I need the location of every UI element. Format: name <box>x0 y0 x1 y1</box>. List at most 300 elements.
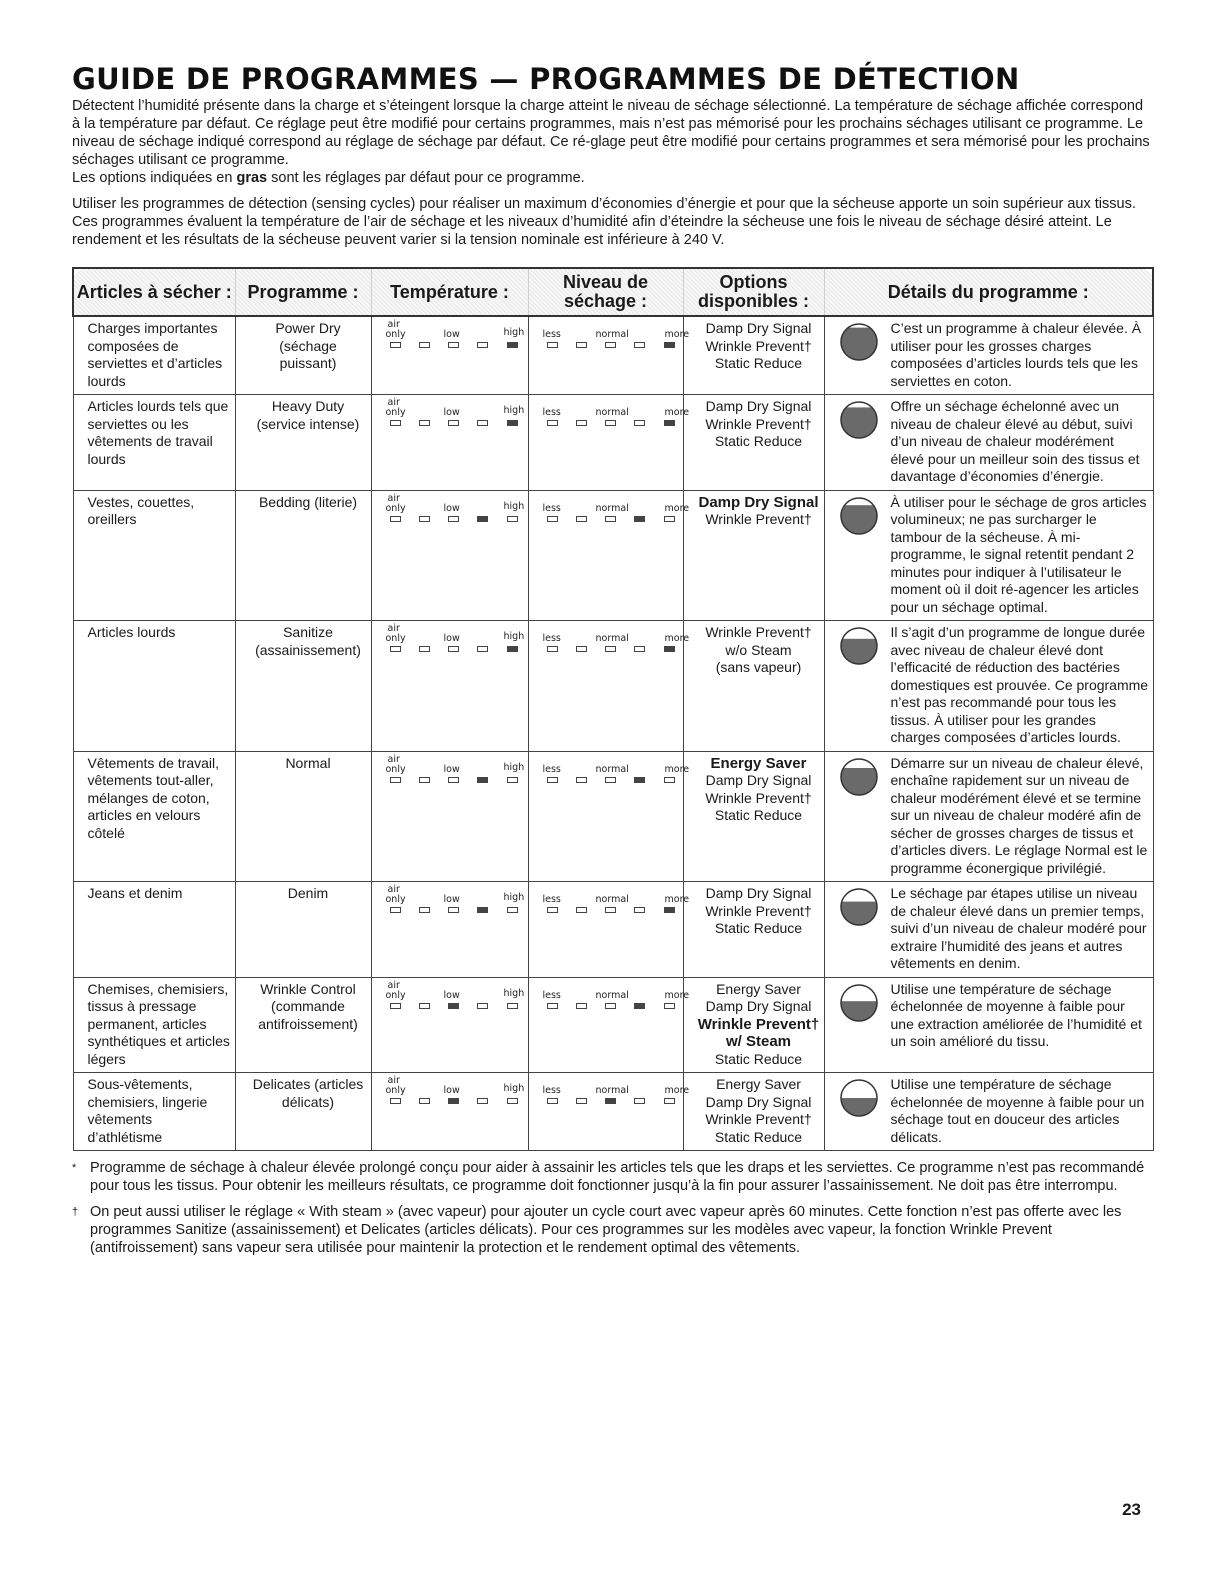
setting-indicators <box>547 907 675 913</box>
options-cell <box>683 316 824 395</box>
setting-indicator <box>576 777 587 783</box>
setting-indicator <box>547 1003 558 1009</box>
scale-label: only <box>385 502 406 514</box>
page-number: 23 <box>1122 1500 1141 1519</box>
temperature-scale <box>371 316 528 395</box>
setting-indicator <box>576 1003 587 1009</box>
setting-indicator <box>605 1003 616 1009</box>
setting-indicator <box>547 777 558 783</box>
setting-indicator-active <box>664 646 675 652</box>
articles-cell: Charges importantes composées de serviettes et d’articles lourds <box>73 316 235 395</box>
option-item: Wrinkle Prevent† <box>705 789 812 806</box>
scale-label: low <box>443 894 460 905</box>
setting-indicator <box>664 1098 675 1104</box>
option-item: Wrinkle Prevent† <box>705 337 812 354</box>
articles-cell: Jeans et denim <box>73 882 235 978</box>
header-details: Détails du programme : <box>824 268 1153 316</box>
scale-label: less <box>542 894 561 905</box>
setting-indicator <box>507 907 518 913</box>
setting-indicator-active <box>448 1003 459 1009</box>
temperature-scale <box>371 977 528 1073</box>
table-row <box>73 621 1153 752</box>
setting-indicator <box>664 777 675 783</box>
footnote <box>72 1203 1152 1257</box>
setting-indicator <box>576 420 587 426</box>
footnote-mark: * <box>72 1162 77 1174</box>
scale-label: low <box>443 1085 460 1096</box>
setting-indicators <box>547 646 675 652</box>
programme-cell: Normal <box>235 751 371 882</box>
footnote-text: Programme de séchage à chaleur élevée prolongé conçu pour aider à assainir les articles tels que les draps et les serviettes. Ce programme n’est pas recommandé pour tous les tissus. Pour obtenir les meilleurs résultats, ce programme doit fonctionner jusqu’à la fin pour assurer l’assainissement. Ne doit pas être interrompu. <box>90 1160 1145 1194</box>
details-wrap <box>839 494 1149 617</box>
scale-label: high <box>503 1083 525 1094</box>
details-text: Utilise une température de séchage échelonnée de moyenne à faible pour une extraction améliorée de l’humidité et un soin amélioré du tissu. <box>890 980 1142 1049</box>
temperature-scale <box>371 882 528 978</box>
setting-indicator-active <box>634 1003 645 1009</box>
option-item: Wrinkle Prevent† w/ Steam <box>697 1015 820 1050</box>
scale-labels <box>542 981 690 1003</box>
scale-label: normal <box>595 989 629 1001</box>
setting-indicator <box>419 516 430 522</box>
options-cell <box>683 490 824 621</box>
scale-label: more <box>664 1085 690 1096</box>
setting-indicators <box>547 420 675 426</box>
setting-indicator <box>419 1098 430 1104</box>
scale-label: only <box>385 407 406 418</box>
scale-label: high <box>503 892 525 903</box>
setting-indicator-active <box>664 342 675 348</box>
setting-indicator <box>448 646 459 652</box>
setting-indicator <box>419 1003 430 1009</box>
articles-cell: Vestes, couettes, oreillers <box>73 490 235 621</box>
setting-indicator <box>390 907 401 913</box>
details-cell <box>824 1073 1153 1151</box>
setting-indicator <box>547 420 558 426</box>
scale-label: only <box>385 1085 406 1096</box>
scale-label: more <box>664 329 690 340</box>
setting-indicator-active <box>507 646 518 652</box>
setting-indicator <box>448 516 459 522</box>
scale-label: only <box>385 989 406 1001</box>
setting-indicator <box>477 420 488 426</box>
scale-label: air <box>387 623 400 634</box>
details-text: Offre un séchage échelonné avec un niveau de chaleur élevé au début, suivi d’un niveau de chaleur modérément élevé pour un meilleur soin des tissus et davantage d’économies d’énergie. <box>890 398 1140 484</box>
setting-indicator <box>634 342 645 348</box>
temperature-scale <box>371 490 528 621</box>
temperature-scale <box>371 395 528 491</box>
setting-indicator-active <box>448 1098 459 1104</box>
setting-indicators <box>547 342 675 348</box>
details-text: C’est un programme à chaleur élevée. À utiliser pour les grosses charges composées d’articles lourds tels que les serviettes en coton. <box>890 320 1142 389</box>
table-row <box>73 316 1153 395</box>
intro-bold-word: gras <box>236 170 268 186</box>
scale-label: more <box>664 633 690 644</box>
setting-indicator <box>390 516 401 522</box>
scale-labels <box>386 398 524 420</box>
programme-cell: Denim <box>235 882 371 978</box>
details-cell <box>824 316 1153 395</box>
setting-indicators <box>547 777 675 783</box>
table-row <box>73 882 1153 978</box>
scale-label: less <box>542 502 561 514</box>
option-item: Energy Saver <box>716 1076 801 1092</box>
heat-gauge-icon <box>839 496 879 536</box>
table-row <box>73 751 1153 882</box>
setting-indicator <box>390 1003 401 1009</box>
setting-indicator <box>576 1098 587 1104</box>
option-item: Damp Dry Signal <box>705 398 812 414</box>
options-cell <box>683 751 824 882</box>
scale-labels <box>386 885 524 907</box>
header-temperature: Température : <box>371 268 528 316</box>
setting-indicator <box>605 516 616 522</box>
footnotes <box>72 1159 1152 1257</box>
scale-label: air <box>387 319 400 330</box>
setting-indicator <box>634 646 645 652</box>
setting-indicator <box>547 907 558 913</box>
setting-indicator <box>576 907 587 913</box>
scale-label: normal <box>595 329 629 340</box>
scale-label: air <box>387 492 400 504</box>
setting-indicator <box>547 646 558 652</box>
setting-indicator <box>390 420 401 426</box>
option-item: Static Reduce <box>714 355 803 371</box>
articles-cell: Articles lourds <box>73 621 235 752</box>
scale-label: low <box>443 763 460 775</box>
intro-paragraph-1 <box>72 97 1152 187</box>
setting-indicator-active <box>664 420 675 426</box>
setting-indicator <box>507 1003 518 1009</box>
details-cell <box>824 490 1153 621</box>
scale-labels <box>542 494 690 516</box>
option-item: Wrinkle Prevent† <box>705 415 812 432</box>
scale-label: only <box>385 894 406 905</box>
scale-label: high <box>503 761 525 773</box>
scale-label: high <box>503 327 525 338</box>
scale-label: air <box>387 979 400 991</box>
setting-indicator <box>419 907 430 913</box>
dryness-scale <box>528 490 690 621</box>
details-wrap <box>839 885 1149 973</box>
option-item: Static Reduce <box>714 1050 803 1067</box>
scale-label: normal <box>595 502 629 514</box>
scale-label: normal <box>595 763 629 775</box>
intro-text: sont les réglages par défaut pour ce programme. <box>267 170 585 186</box>
setting-indicators <box>547 516 675 522</box>
scale-label: high <box>503 987 525 999</box>
setting-indicator-active <box>634 516 645 522</box>
option-item: Energy Saver <box>716 980 801 997</box>
options-cell <box>683 977 824 1073</box>
scale-label: low <box>443 407 460 418</box>
option-item: Energy Saver <box>710 754 807 772</box>
details-cell <box>824 395 1153 491</box>
options-cell <box>683 882 824 978</box>
setting-indicators <box>390 777 518 783</box>
option-item: w/o Steam <box>725 641 792 658</box>
setting-indicator <box>419 420 430 426</box>
temperature-scale <box>371 621 528 752</box>
scale-label: less <box>542 1085 561 1096</box>
scale-label: less <box>542 407 561 418</box>
setting-indicator <box>419 646 430 652</box>
setting-indicators <box>547 1098 675 1104</box>
scale-label: less <box>542 633 561 644</box>
temperature-scale <box>371 751 528 882</box>
scale-labels <box>386 320 524 342</box>
scale-labels <box>386 755 524 777</box>
programme-cell: Sanitize (assainissement) <box>235 621 371 752</box>
header-articles: Articles à sécher : <box>73 268 235 316</box>
details-text: Démarre sur un niveau de chaleur élevé, enchaîne rapidement sur un niveau de chaleur modérément élevé et se termine sur un niveau de chaleur modéré afin de sécher de grosses charges de tissus et d’articles divers. Le réglage Normal est le programme éconergique privilégié. <box>890 754 1148 876</box>
details-wrap <box>839 755 1149 878</box>
setting-indicators <box>390 646 518 652</box>
scale-label: more <box>664 502 690 514</box>
setting-indicator <box>547 342 558 348</box>
scale-label: only <box>385 763 406 775</box>
setting-indicator <box>507 1098 518 1104</box>
dryness-scale <box>528 316 690 395</box>
scale-label: high <box>503 405 525 416</box>
setting-indicator <box>419 777 430 783</box>
footnote <box>72 1159 1152 1195</box>
intro-text: Détectent l’humidité présente dans la charge et s’éteingent lorsque la charge atteint le niveau de séchage sélectionné. La température de séchage affichée correspond à la température par défaut. Ce réglage peut être modifié pour certains programmes, mais n’est pas mémorisé pour les prochains séchages utilisant ce programme. Le niveau de séchage indiqué correspond au réglage de séchage par défaut. Ce ré-glage peut être modifié pour certains programmes et sera mémorisé pour les prochains séchages utilisant ce programme. <box>72 98 1150 168</box>
table-header-row <box>73 268 1153 316</box>
option-item: Damp Dry Signal <box>705 1093 812 1110</box>
setting-indicator <box>477 646 488 652</box>
scale-label: air <box>387 1075 400 1086</box>
setting-indicator-active <box>477 516 488 522</box>
details-text: Utilise une température de séchage échelonnée de moyenne à faible pour un séchage tout en douceur des articles délicats. <box>890 1076 1145 1145</box>
table-row <box>73 395 1153 491</box>
details-cell <box>824 621 1153 752</box>
setting-indicator <box>664 516 675 522</box>
page-title: GUIDE DE PROGRAMMES — PROGRAMMES DE DÉTECTION <box>72 62 1020 96</box>
scale-label: normal <box>595 1085 629 1096</box>
setting-indicator <box>477 1098 488 1104</box>
cycle-guide-table <box>72 267 1154 1151</box>
details-text: Le séchage par étapes utilise un niveau de chaleur élevé dans un premier temps, suivi d’un niveau de chaleur modéré pour extraire l’humidité des jeans et autres vêtements en denim. <box>890 885 1147 971</box>
setting-indicators <box>390 342 518 348</box>
setting-indicators <box>390 1003 518 1009</box>
setting-indicators <box>390 420 518 426</box>
setting-indicators <box>390 516 518 522</box>
details-text: Il s’agit d’un programme de longue durée avec niveau de chaleur élevé dont l’efficacité de réduction des bactéries domestiques est prouvée. Ce programme n’est pas recommandé pour tous les tissus. À utiliser pour les grandes charges composées d’articles lourds. <box>890 624 1149 745</box>
setting-indicator <box>634 420 645 426</box>
setting-indicator <box>448 420 459 426</box>
scale-labels <box>386 494 524 516</box>
setting-indicator-active <box>507 342 518 348</box>
intro <box>72 97 1152 249</box>
option-item: Wrinkle Prevent† <box>705 511 812 527</box>
heat-gauge-icon <box>839 322 879 362</box>
scale-labels <box>542 320 690 342</box>
setting-indicator <box>576 646 587 652</box>
setting-indicator-active <box>634 777 645 783</box>
articles-cell: Sous-vêtements, chemisiers, lingerie vêtements d’athlétisme <box>73 1073 235 1151</box>
scale-label: low <box>443 989 460 1001</box>
option-item: Damp Dry Signal <box>705 998 812 1014</box>
details-wrap <box>839 398 1149 486</box>
scale-label: more <box>664 989 690 1001</box>
setting-indicator <box>419 342 430 348</box>
setting-indicator <box>390 1098 401 1104</box>
table-row <box>73 490 1153 621</box>
setting-indicator <box>605 342 616 348</box>
dryness-scale <box>528 882 690 978</box>
scale-label: more <box>664 763 690 775</box>
dryness-scale <box>528 751 690 882</box>
heat-gauge-icon <box>839 400 879 440</box>
scale-labels <box>542 398 690 420</box>
heat-gauge-icon <box>839 626 879 666</box>
scale-label: low <box>443 329 460 340</box>
dryness-scale <box>528 1073 690 1151</box>
details-cell <box>824 882 1153 978</box>
scale-label: low <box>443 502 460 514</box>
setting-indicator <box>664 1003 675 1009</box>
scale-label: high <box>503 500 525 512</box>
intro-paragraph-2: Utiliser les programmes de détection (sensing cycles) pour réaliser un maximum d’économies d’énergie et pour que la sécheuse apporte un soin supérieur aux tissus. Ces programmes évaluent la température de l’air de séchage et les niveaux d’humidité afin d’éteindre la sécheuse une fois le niveau de séchage désiré atteint. Le rendement et les résultats de la sécheuse peuvent varier si la tension nominale est inférieure à 240 V. <box>72 196 1136 248</box>
scale-label: normal <box>595 633 629 644</box>
scale-label: more <box>664 894 690 905</box>
setting-indicator-active <box>605 1098 616 1104</box>
page <box>72 62 1152 1257</box>
setting-indicator-active <box>664 907 675 913</box>
option-item: Damp Dry Signal <box>698 493 819 511</box>
option-item: Static Reduce <box>714 433 803 449</box>
setting-indicator-active <box>507 420 518 426</box>
dryness-scale <box>528 621 690 752</box>
dryness-scale <box>528 977 690 1073</box>
scale-labels <box>542 1076 690 1098</box>
scale-labels <box>386 624 524 646</box>
header-niveau: Niveau de séchage : <box>528 268 683 316</box>
header-programme: Programme : <box>235 268 371 316</box>
option-item: Damp Dry Signal <box>705 885 812 901</box>
options-cell <box>683 395 824 491</box>
setting-indicator <box>605 907 616 913</box>
articles-cell: Vêtements de travail, vêtements tout-aller, mélanges de coton, articles en velours côtelé <box>73 751 235 882</box>
setting-indicator-active <box>477 777 488 783</box>
scale-labels <box>542 885 690 907</box>
details-wrap <box>839 320 1149 390</box>
setting-indicator <box>390 646 401 652</box>
option-item: (sans vapeur) <box>715 659 802 675</box>
option-item: Static Reduce <box>714 807 803 823</box>
details-wrap <box>839 981 1149 1051</box>
programme-cell: Bedding (literie) <box>235 490 371 621</box>
scale-label: air <box>387 753 400 765</box>
setting-indicator <box>448 777 459 783</box>
scale-label: less <box>542 989 561 1001</box>
details-cell <box>824 977 1153 1073</box>
setting-indicators <box>390 907 518 913</box>
scale-labels <box>542 624 690 646</box>
option-item: Wrinkle Prevent† <box>705 624 812 640</box>
setting-indicator <box>634 907 645 913</box>
setting-indicator <box>605 420 616 426</box>
option-item: Static Reduce <box>714 920 803 936</box>
setting-indicator <box>605 777 616 783</box>
setting-indicator <box>547 1098 558 1104</box>
setting-indicator <box>576 342 587 348</box>
temperature-scale <box>371 1073 528 1151</box>
articles-cell: Articles lourds tels que serviettes ou les vêtements de travail lourds <box>73 395 235 491</box>
setting-indicator <box>448 342 459 348</box>
setting-indicator <box>477 1003 488 1009</box>
intro-text: Les options indiquées en <box>72 170 237 186</box>
details-text: À utiliser pour le séchage de gros articles volumineux; ne pas surcharger le tambour de la sécheuse. À mi-programme, le signal retentit pendant 2 minutes pour indiquer à l’utilisateur le moment où il doit ré-agencer les articles pour un séchage optimal. <box>890 493 1147 615</box>
programme-cell: Heavy Duty (service intense) <box>235 395 371 491</box>
option-item: Damp Dry Signal <box>705 320 812 336</box>
scale-labels <box>542 755 690 777</box>
option-item: Wrinkle Prevent† <box>705 1111 812 1127</box>
setting-indicator <box>390 342 401 348</box>
setting-indicators <box>390 1098 518 1104</box>
scale-label: low <box>443 633 460 644</box>
table-body <box>73 316 1153 1151</box>
setting-indicator <box>605 646 616 652</box>
setting-indicator <box>507 777 518 783</box>
option-item: Wrinkle Prevent† <box>705 902 812 919</box>
scale-label: air <box>387 884 400 895</box>
articles-cell: Chemises, chemisiers, tissus à pressage permanent, articles synthétiques et articles légers <box>73 977 235 1073</box>
scale-label: more <box>664 407 690 418</box>
setting-indicator <box>547 516 558 522</box>
details-wrap <box>839 624 1149 747</box>
setting-indicator <box>448 907 459 913</box>
table-row <box>73 977 1153 1073</box>
option-item: Static Reduce <box>714 1128 803 1145</box>
option-item: Damp Dry Signal <box>705 772 812 788</box>
header-options: Options disponibles : <box>683 268 824 316</box>
table-row <box>73 1073 1153 1151</box>
scale-label: less <box>542 329 561 340</box>
scale-label: normal <box>595 407 629 418</box>
setting-indicators <box>547 1003 675 1009</box>
setting-indicator <box>634 1098 645 1104</box>
setting-indicator-active <box>477 907 488 913</box>
scale-label: only <box>385 633 406 644</box>
heat-gauge-icon <box>839 887 879 927</box>
setting-indicator <box>507 516 518 522</box>
dryness-scale <box>528 395 690 491</box>
setting-indicator <box>477 342 488 348</box>
scale-label: high <box>503 631 525 642</box>
scale-label: air <box>387 397 400 408</box>
footnote-text: On peut aussi utiliser le réglage « With steam » (avec vapeur) pour ajouter un cycle court avec vapeur après 60 minutes. Cette fonction n’est pas offerte avec les programmes Sanitize (assainissement) et Delicates (articles délicats). Pour ces programmes sur les modèles avec vapeur, la fonction Wrinkle Prevent (antifroissement) sans vapeur sera utilisée pour maintenir la protection et le rendement optimal des vêtements. <box>90 1204 1122 1256</box>
heat-gauge-icon <box>839 1078 879 1118</box>
scale-labels <box>386 1076 524 1098</box>
scale-label: normal <box>595 894 629 905</box>
details-wrap <box>839 1076 1149 1146</box>
setting-indicator <box>390 777 401 783</box>
options-cell <box>683 1073 824 1151</box>
footnote-mark: † <box>72 1206 79 1218</box>
programme-cell: Wrinkle Control (commande antifroissement) <box>235 977 371 1073</box>
scale-label: only <box>385 329 406 340</box>
programme-cell: Delicates (articles délicats) <box>235 1073 371 1151</box>
scale-labels <box>386 981 524 1003</box>
programme-cell: Power Dry (séchage puissant) <box>235 316 371 395</box>
setting-indicator <box>576 516 587 522</box>
options-cell <box>683 621 824 752</box>
heat-gauge-icon <box>839 757 879 797</box>
heat-gauge-icon <box>839 983 879 1023</box>
scale-label: less <box>542 763 561 775</box>
details-cell <box>824 751 1153 882</box>
